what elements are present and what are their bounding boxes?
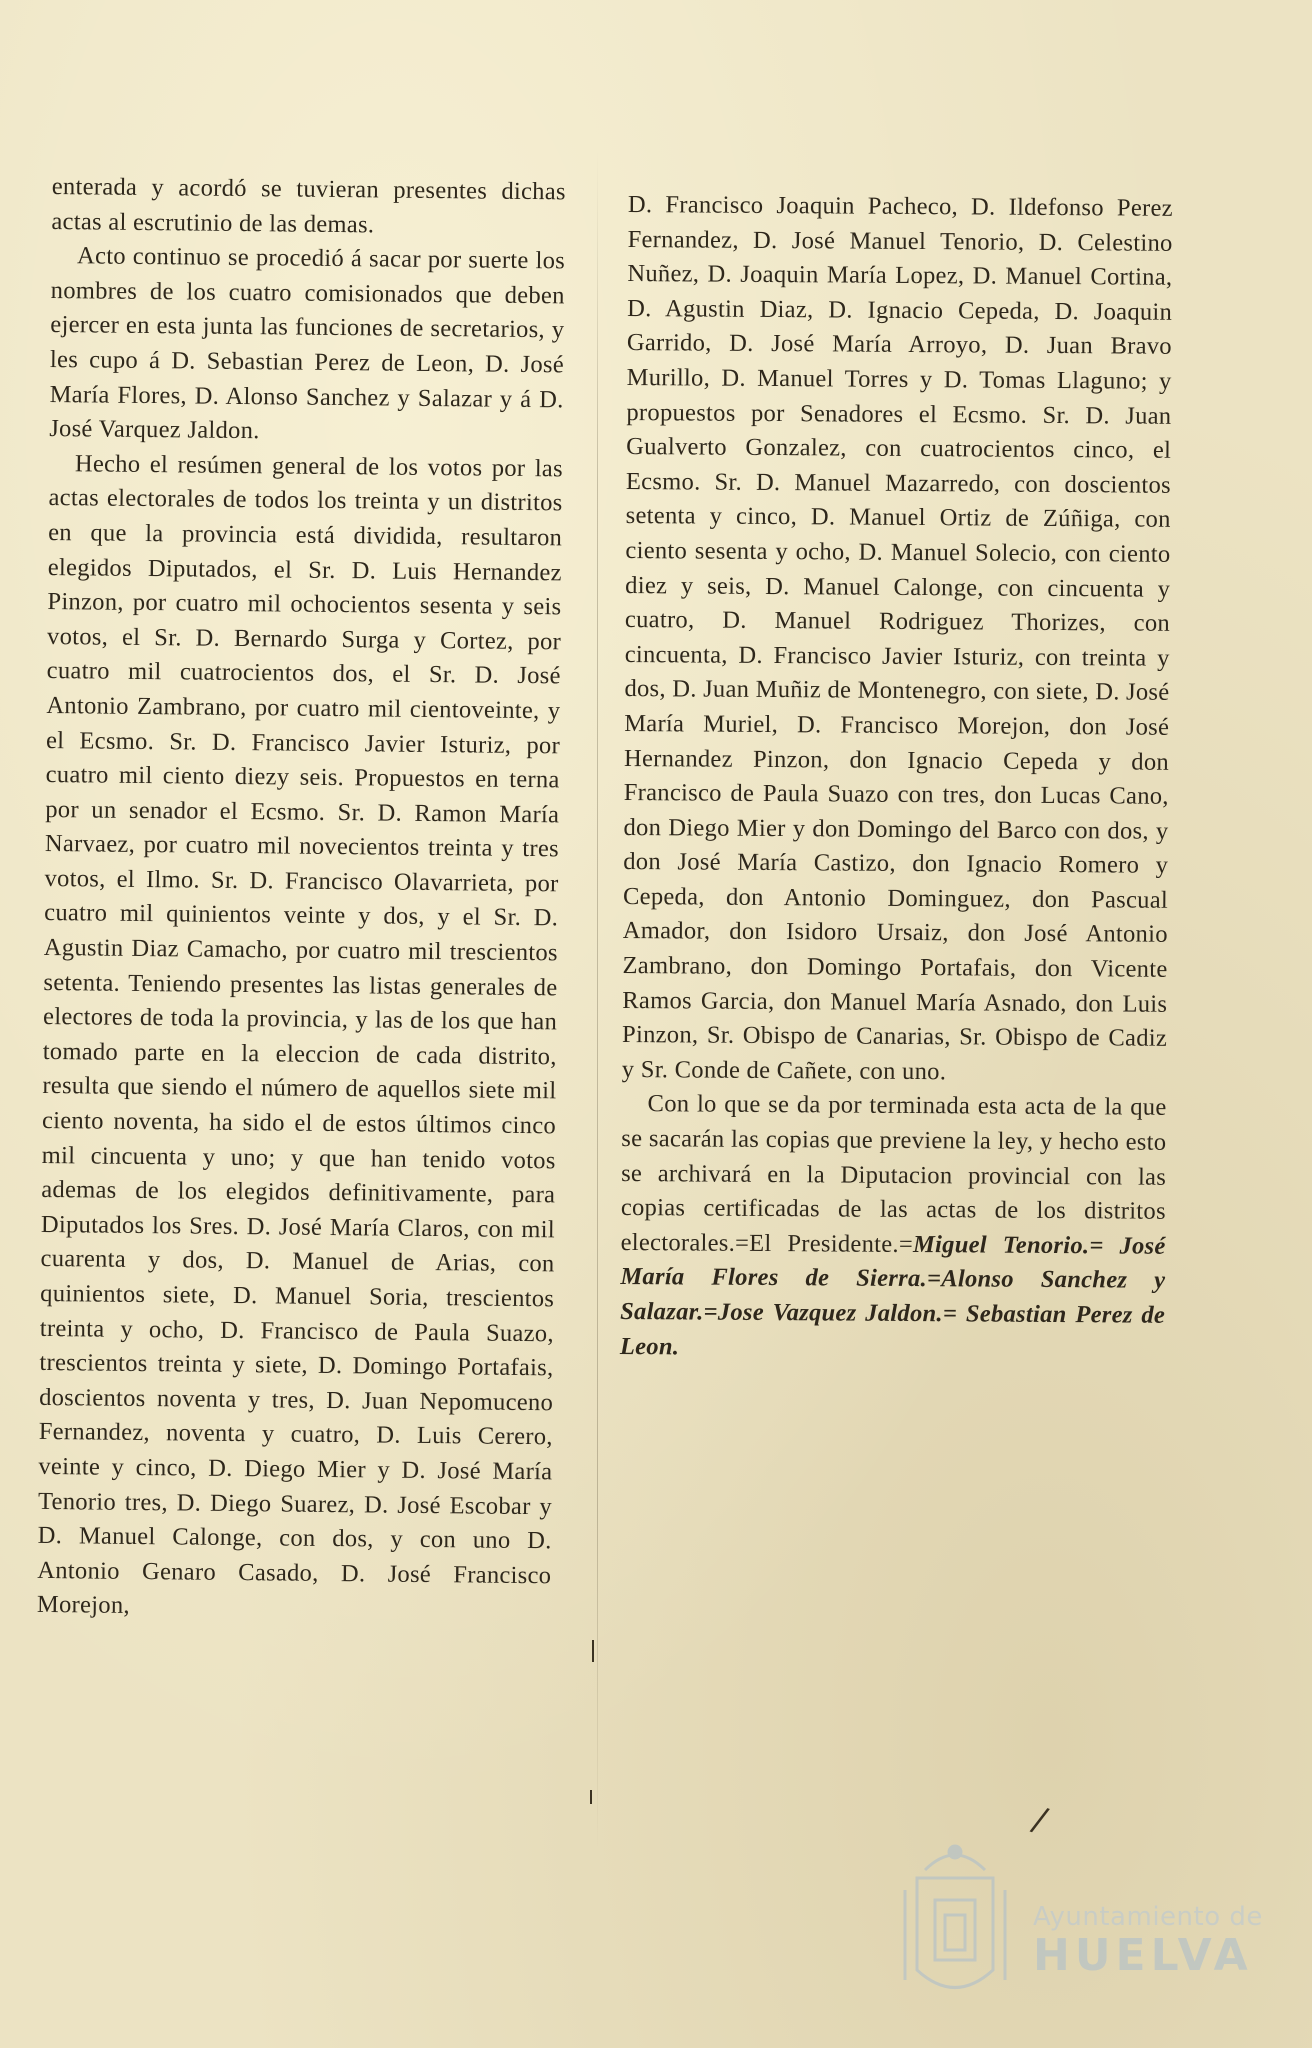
paragraph-5 — [620, 1087, 1167, 1368]
coat-of-arms-icon — [895, 1830, 1015, 2030]
watermark — [895, 1830, 1295, 2030]
margin-mark — [590, 1790, 592, 1804]
signatures: Miguel Tenorio.= José María Flores de Sierra.=Alonso Sanchez y Salazar.=Jose Vazquez Jaldon.= Sebastian Perez de Leon. — [619, 1230, 1166, 1360]
ink-stroke: / — [1027, 1799, 1052, 1841]
watermark-line-1: Ayuntamiento de — [1033, 1902, 1263, 1932]
paragraph-2: Acto continuo se procedió á sacar por suerte los nombres de los cuatro comisionados que deben ejercer en esta junta las funciones de secretarios, y les cupo á D. Sebastian Perez de Leon, D. José María Flores, D. Alonso Sanchez y Salazar y á D. José Varquez Jaldon. — [49, 242, 566, 445]
left-column — [37, 170, 566, 1628]
paragraph-4: D. Francisco Joaquin Pacheco, D. Ildefonso Perez Fernandez, D. José Manuel Tenorio, D. Celestino Nuñez, D. Joaquin María Lopez, D. Manuel Cortina, D. Agustin Diaz, D. Ignacio Cepeda, D. Joaquin Garrido, D. José María Arroyo, D. Juan Bravo Murillo, D. Manuel Torres y D. Tomas Llaguno; y propuestos por Senadores el Ecsmo. Sr. D. Juan Gualverto Gonzalez, con cuatrocientos cinco, el Ecsmo. Sr. D. Manuel Mazarredo, con doscientos setenta y cinco, D. Manuel Ortiz de Zúñiga, con ciento sesenta y ocho, D. Manuel Solecio, con ciento diez y seis, D. Manuel Calonge, con cincuenta y cuatro, D. Manuel Rodriguez Thorizes, con cincuenta, D. Francisco Javier Isturiz, con treinta y dos, D. Juan Muñiz de Montenegro, con siete, D. José María Muriel, D. Francisco Morejon, don José Hernandez Pinzon, don Ignacio Cepeda y don Francisco de Paula Suazo con tres, don Lucas Cano, don Diego Mier y don Domingo del Barco con dos, y don José María Castizo, don Ignacio Romero y Cepeda, don Antonio Dominguez, don Pascual Amador, don Isidoro Ursaiz, don José Antonio Zambrano, don Domingo Portafais, don Vicente Ramos Garcia, don Manuel María Asnado, don Luis Pinzon, Sr. Obispo de Canarias, Sr. Obispo de Cadiz y Sr. Conde de Cañete, con uno. — [621, 190, 1173, 1086]
closing-text: Con lo que se da por terminada esta acta de la que se sacarán las copias que previene la ley, y hecho esto se archivará en la Diputacion provincial con las copias certificadas de las actas de los distritos electorales.=El Presidente.= — [620, 1090, 1167, 1258]
paragraph-1: enterada y acordó se tuvieran presentes dichas actas al escrutinio de las demas. — [51, 172, 566, 238]
margin-mark — [592, 1640, 594, 1662]
column-gutter — [597, 150, 598, 1850]
paragraph-3: Hecho el resúmen general de los votos por las actas electorales de todos los treinta y un distritos en que la provincia está dividida, resultaron elegidos Diputados, el Sr. D. Luis Hernandez Pinzon, por cuatro mil ochocientos sesenta y seis votos, el Sr. D. Bernardo Surga y Cortez, por cuatro mil cuatrocientos dos, el Sr. D. José Antonio Zambrano, por cuatro mil cientoveinte, y el Ecsmo. Sr. D. Francisco Javier Isturiz, por cuatro mil ciento diezy seis. Propuestos en terna por un senador el Ecsmo. Sr. D. Ramon María Narvaez, por cuatro mil novecientos treinta y tres votos, el Ilmo. Sr. D. Francisco Olavarrieta, por cuatro mil quinientos veinte y dos, y el Sr. D. Agustin Diaz Camacho, por cuatro mil trescientos setenta. Teniendo presentes las listas generales de electores de toda la provincia, y las de los que han tomado parte en la eleccion de cada distrito, resulta que siendo el número de aquellos siete mil ciento noventa, ha sido el de estos últimos cinco mil cincuenta y uno; y que han tenido votos ademas de los elegidos definitivamente, para Diputados los Sres. D. José María Claros, con mil cuarenta y dos, D. Manuel de Arias, con quinientos siete, D. Manuel Soria, trescientos treinta y ocho, D. Francisco de Paula Suazo, trescientos treinta y siete, D. Domingo Portafais, doscientos noventa y tres, D. Juan Nepomuceno Fernandez, noventa y cuatro, D. Luis Cerero, veinte y cinco, D. Diego Mier y D. José María Tenorio tres, D. Diego Suarez, D. José Escobar y D. Manuel Calonge, con dos, y con uno D. Antonio Genaro Casado, D. José Francisco Morejon, — [36, 450, 564, 1620]
right-column — [620, 188, 1173, 1368]
watermark-line-2: HUELVA — [1033, 1930, 1253, 1981]
